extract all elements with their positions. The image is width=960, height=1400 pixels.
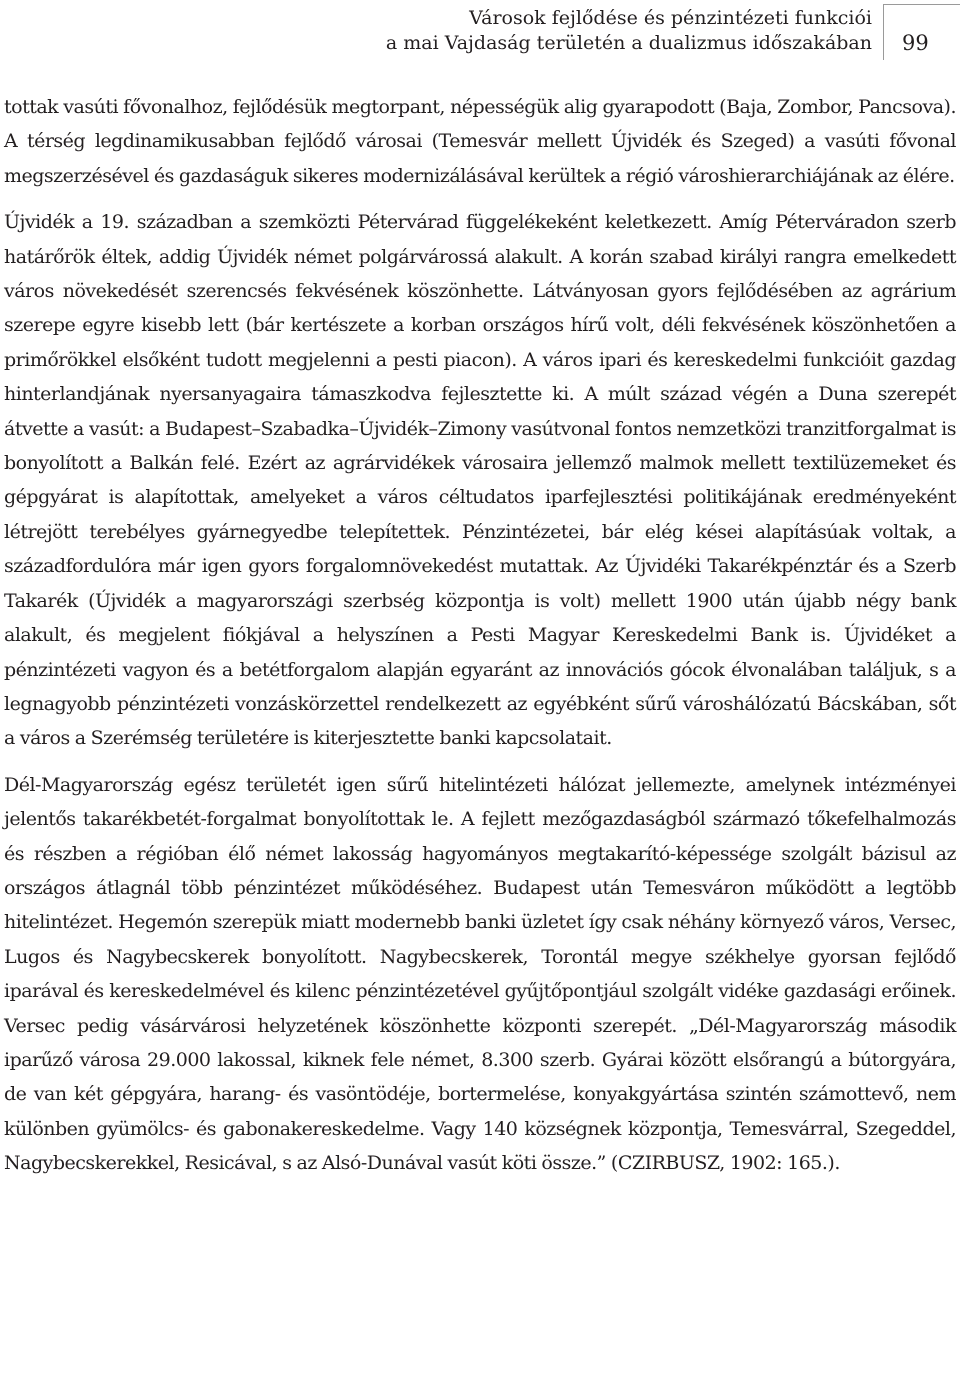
- running-header: [0, 4, 960, 60]
- page-number: 99: [902, 31, 929, 55]
- running-header-line-2: a mai Vajdaság területén a dualizmus időszakában: [385, 32, 872, 54]
- body-text: [4, 90, 956, 1181]
- running-header-title: [386, 6, 872, 56]
- paragraph-1: tottak vasúti fővonalhoz, fejlődésük megtorpant, népességük alig gyarapodott (Baja, Zombor, Pancsova). A térség legdinamikusabban fejlődő városai (Temesvár mellett Újvidék és Szeged) a vasúti fővonal megszerzésével és gazdaságuk sikeres modernizálásával kerültek a régió városhierarchiájának az élére.: [4, 96, 956, 187]
- running-header-line-1: Városok fejlődése és pénzintézeti funkciói: [469, 7, 872, 29]
- paragraph-2: Újvidék a 19. században a szemközti Pétervárad függelékeként keletkezett. Amíg Péterváradon szerb határőrök éltek, addig Újvidék német polgárvárossá alakult. A korán szabad királyi rangra emelkedett város növekedését szerencsés fekvésének köszönhette. Látványosan gyors fejlődésében az agrárium szerepe egyre kisebb lett (bár kertészete a korban országos hírű volt, déli fekvésének köszönhetően a primőrökkel elsőként tudott megjelenni a pesti piacon). A város ipari és kereskedelmi funkcióit gazdag hinterlandjának nyersanyagaira támaszkodva fejlesztette ki. A múlt század végén a Duna szerepét átvette a vasút: a Budapest–Szabadka–Újvidék–Zimony vasútvonal fontos nemzetközi tranzitforgalmat is bonyolított a Balkán felé. Ezért az agrárvidékek városaira jellemző malmok mellett textilüzemeket és gépgyárat is alapítottak, amelyeket a város céltudatos iparfejlesztési politikájának eredményeként létrejött terebélyes gyárnegyedbe telepítettek. Pénzintézetei, bár elég kései alapításúak voltak, a századfordulóra már igen gyors forgalomnövekedést mutattak. Az Újvidéki Takarékpénztár és a Szerb Takarék (Újvidék a magyarországi szerbség központja is volt) mellett 1900 után újabb négy bank alakult, és megjelent fiókjával a helyszínen a Pesti Magyar Kereskedelmi Bank is. Újvidéket a pénzintézeti vagyon és a betétforgalom alapján egyaránt az innovációs gócok élvonalában találjuk, s a legnagyobb pénzintézeti vonzáskörzettel rendelkezett az egyébként sűrű városhálózatú Bácskában, sőt a város a Szerémség területére is kiterjesztette banki kapcsolatait.: [4, 211, 956, 750]
- paragraph-3: Dél-Magyarország egész területét igen sűrű hitelintézeti hálózat jellemezte, amelynek intézményei jelentős takarékbetét-forgalmat bonyolítottak le. A fejlett mezőgazdaságból származó tőkefelhalmozás és részben a régióban élő német lakosság hagyományos megtakarító-képessége szolgált bázisul az országos átlagnál több pénzintézet működéséhez. Budapest után Temesváron működött a legtöbb hitelintézet. Hegemón szerepük miatt modernebb banki üzletet így csak néhány környező város, Versec, Lugos és Nagybecskerek bonyolított. Nagybecskerek, Torontál megye székhelye gyorsan fejlődő iparával és kereskedelmével és kilenc pénzintézetével gyűjtőpontjául szolgált vidéke gazdasági erőinek. Versec pedig vásárvárosi helyzetének köszönhette központi szerepét. „Dél-Magyarország második iparűző városa 29.000 lakossal, kiknek fele német, 8.300 szerb. Gyárai között elsőrangú a bútorgyára, de van két gépgyára, harang- és vasöntödéje, bortermelése, konyakgyártása szintén számottevő, nem különben gyümölcs- és gabonakereskedelme. Vagy 140 községnek központja, Temesvárral, Szegeddel, Nagybecskerekkel, Resicával, s az Alsó-Dunával vasút köti össze.” (CZIRBUSZ, 1902: 165.).: [4, 773, 956, 1175]
- header-divider: [883, 4, 884, 60]
- header-rule: [883, 4, 960, 5]
